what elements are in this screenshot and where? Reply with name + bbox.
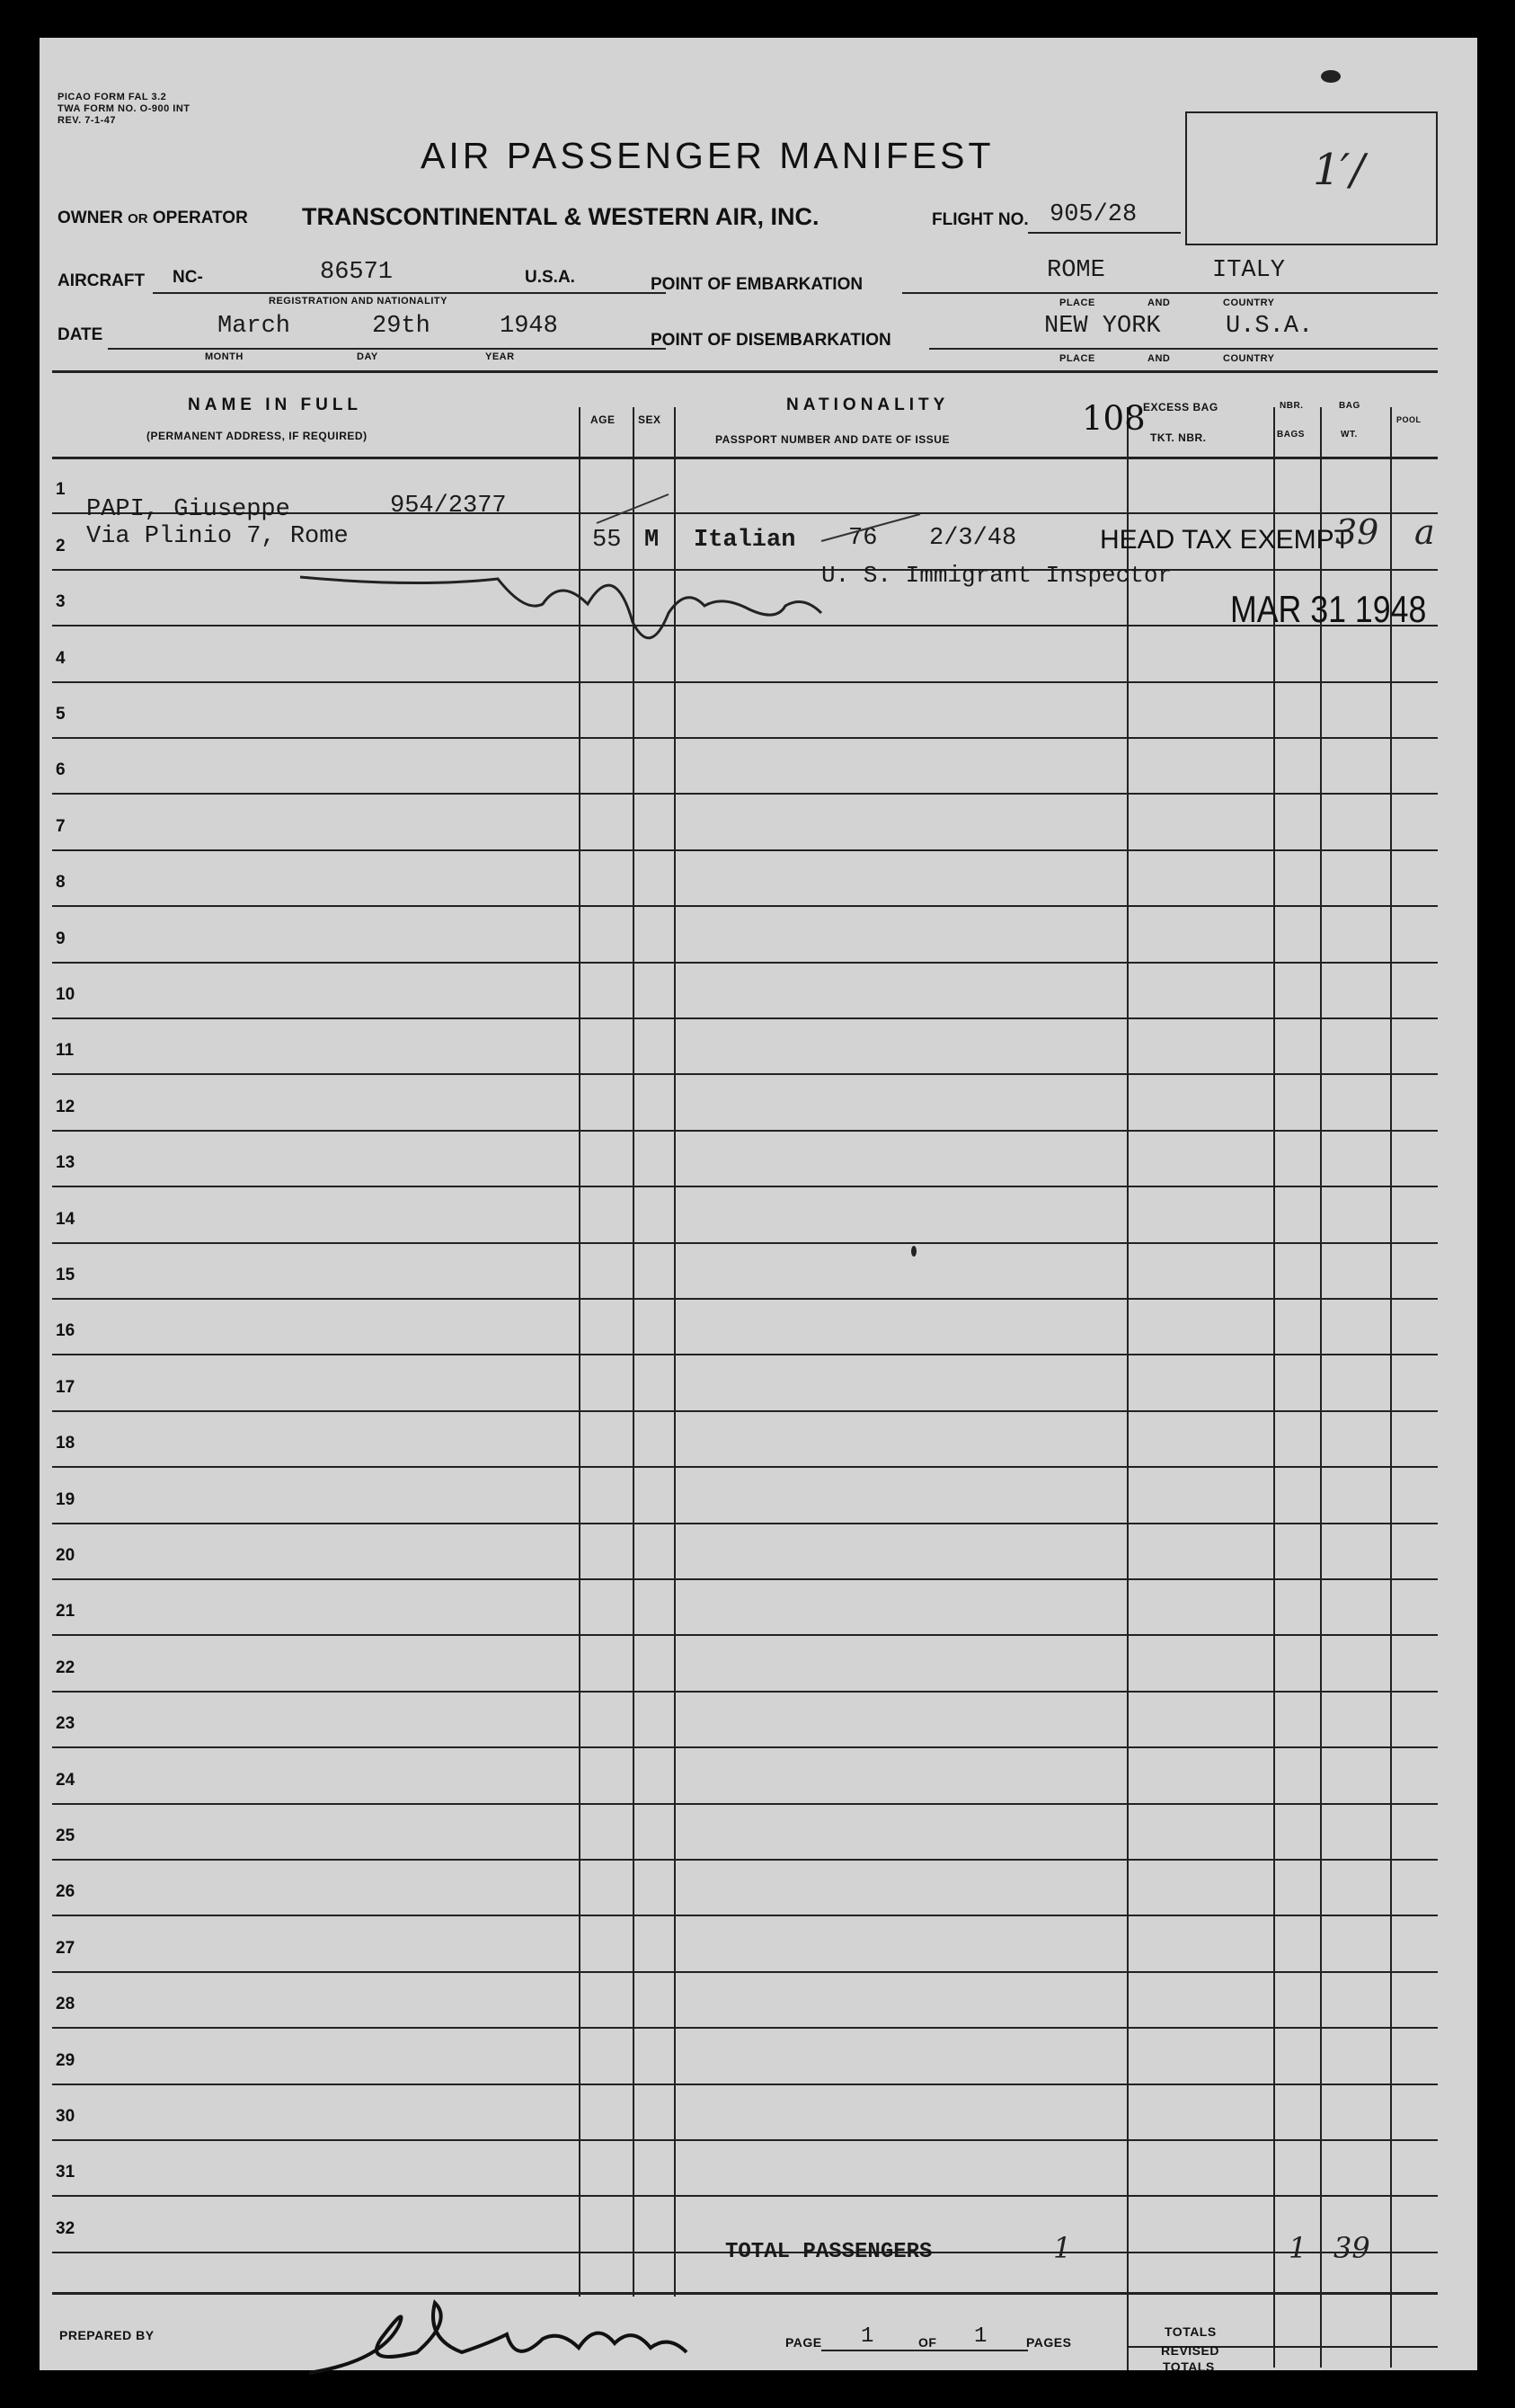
row-number: 32 bbox=[56, 2219, 75, 2238]
row-number: 20 bbox=[56, 1546, 75, 1565]
aircraft-label: AIRCRAFT bbox=[58, 271, 146, 290]
cap-year: YEAR bbox=[485, 351, 515, 362]
of-label: OF bbox=[918, 2335, 937, 2350]
row-number: 13 bbox=[56, 1153, 75, 1172]
speck-top-right bbox=[1321, 70, 1341, 83]
date-month: March bbox=[217, 313, 291, 340]
col-pool-header: POOL bbox=[1396, 415, 1422, 424]
row-number: 16 bbox=[56, 1321, 75, 1340]
date-year: 1948 bbox=[500, 313, 558, 340]
col-age-header: AGE bbox=[590, 413, 616, 426]
footer-top-border bbox=[52, 2292, 1438, 2295]
row-number: 4 bbox=[56, 649, 66, 668]
date-stamp: MAR 31 1948 bbox=[1230, 588, 1427, 630]
row-number: 19 bbox=[56, 1490, 75, 1509]
passenger-nationality: Italian bbox=[694, 527, 796, 554]
form-code-1: PICAO FORM FAL 3.2 bbox=[58, 92, 167, 102]
row-number: 27 bbox=[56, 1939, 75, 1958]
row-number: 29 bbox=[56, 2051, 75, 2070]
aircraft-prefix: NC- bbox=[173, 268, 203, 287]
inspector-stamp: U. S. Immigrant Inspector bbox=[821, 562, 1173, 589]
row-number: 18 bbox=[56, 1434, 75, 1453]
passenger-issue-date: 2/3/48 bbox=[929, 525, 1017, 552]
row-number: 15 bbox=[56, 1266, 75, 1284]
inspector-signature bbox=[300, 577, 821, 638]
page-title: AIR PASSENGER MANIFEST bbox=[421, 135, 995, 176]
row-number: 21 bbox=[56, 1602, 75, 1621]
pages-label: PAGES bbox=[1026, 2335, 1072, 2350]
owner-value: TRANSCONTINENTAL & WESTERN AIR, INC. bbox=[302, 203, 820, 230]
page-total: 1 bbox=[974, 2324, 988, 2349]
operator-word: OPERATOR bbox=[152, 209, 248, 227]
col-bag-header: BAG bbox=[1339, 401, 1360, 411]
embarkation-label: POINT OF EMBARKATION bbox=[651, 275, 864, 294]
row-number: 23 bbox=[56, 1714, 75, 1733]
col-name-sub: (PERMANENT ADDRESS, IF REQUIRED) bbox=[146, 430, 368, 442]
disembarkation-label: POINT OF DISEMBARKATION bbox=[651, 331, 891, 350]
flight-label: FLIGHT NO. bbox=[932, 210, 1029, 229]
row-number: 3 bbox=[56, 592, 66, 611]
page-underline bbox=[821, 2350, 1028, 2351]
total-weight-value: 39 bbox=[1333, 2231, 1370, 2265]
col-sex-header: SEX bbox=[638, 413, 661, 426]
revised-label: REVISED bbox=[1161, 2343, 1219, 2358]
col-bags-header: BAGS bbox=[1277, 430, 1305, 440]
col-nationality-header: NATIONALITY bbox=[786, 395, 950, 414]
passenger-ticket: 954/2377 bbox=[390, 493, 507, 520]
col-tkt-header: TKT. NBR. bbox=[1150, 431, 1207, 444]
col-wt-header: WT. bbox=[1341, 430, 1358, 440]
passenger-passport: 76 bbox=[848, 525, 878, 552]
aircraft-number: 86571 bbox=[320, 259, 394, 286]
emb-cap-and: AND bbox=[1147, 298, 1171, 308]
embarkation-place: ROME bbox=[1047, 257, 1105, 284]
header-number: 108 bbox=[1082, 399, 1146, 438]
passenger-sex: M bbox=[644, 527, 660, 554]
total-bags-value: 1 bbox=[1289, 2231, 1307, 2265]
date-label: DATE bbox=[58, 325, 103, 344]
row-number: 9 bbox=[56, 929, 66, 948]
check-mark bbox=[597, 494, 920, 541]
row-number: 12 bbox=[56, 1097, 75, 1116]
dis-cap-place: PLACE bbox=[1059, 353, 1095, 364]
row-number: 17 bbox=[56, 1378, 75, 1397]
passenger-pool: a bbox=[1414, 512, 1435, 552]
handwriting-svg bbox=[40, 38, 1477, 2370]
row-number: 30 bbox=[56, 2107, 75, 2126]
total-passengers-label: TOTAL PASSENGERS bbox=[725, 2240, 933, 2264]
row-number: 31 bbox=[56, 2163, 75, 2181]
row-number: 1 bbox=[56, 480, 66, 499]
embarkation-country: ITALY bbox=[1212, 257, 1286, 284]
row-number: 24 bbox=[56, 1771, 75, 1790]
col-excess-header: EXCESS BAG bbox=[1143, 401, 1218, 413]
total-passengers-value: 1 bbox=[1053, 2231, 1072, 2265]
dis-cap-and: AND bbox=[1147, 353, 1171, 364]
aircraft-caption: REGISTRATION AND NATIONALITY bbox=[269, 296, 447, 307]
row-number: 26 bbox=[56, 1882, 75, 1901]
box-annotation: 1′/ bbox=[1313, 145, 1365, 195]
passenger-address: Via Plinio 7, Rome bbox=[86, 523, 349, 550]
row-number: 28 bbox=[56, 1995, 75, 2013]
row-number: 22 bbox=[56, 1658, 75, 1677]
row-number: 8 bbox=[56, 873, 66, 892]
flight-value: 905/28 bbox=[1050, 201, 1138, 228]
totals-label: TOTALS bbox=[1165, 2324, 1217, 2339]
row-number: 14 bbox=[56, 1210, 75, 1229]
row-number: 10 bbox=[56, 985, 75, 1004]
form-code-3: REV. 7-1-47 bbox=[58, 115, 117, 126]
speck-middle bbox=[911, 1246, 917, 1257]
manifest-paper bbox=[40, 38, 1477, 2374]
page-number: 1 bbox=[861, 2324, 874, 2349]
preparer-signature bbox=[309, 2303, 687, 2373]
owner-word: OWNER bbox=[58, 209, 123, 227]
footer-divider bbox=[1127, 2292, 1129, 2370]
col-nationality-sub: PASSPORT NUMBER AND DATE OF ISSUE bbox=[715, 433, 950, 446]
row-number: 11 bbox=[56, 1041, 75, 1060]
disembarkation-country: U.S.A. bbox=[1226, 313, 1314, 340]
passenger-age: 55 bbox=[592, 527, 622, 554]
row-number: 2 bbox=[56, 537, 66, 555]
disembarkation-place: NEW YORK bbox=[1044, 313, 1161, 340]
col-name-header: NAME IN FULL bbox=[188, 395, 363, 414]
passenger-bag-wt: 39 bbox=[1335, 512, 1379, 552]
dis-cap-country: COUNTRY bbox=[1223, 353, 1275, 364]
prepared-by-label: PREPARED BY bbox=[59, 2328, 155, 2342]
row-number: 5 bbox=[56, 705, 66, 724]
cap-month: MONTH bbox=[205, 351, 244, 362]
aircraft-country: U.S.A. bbox=[525, 268, 575, 287]
row-number: 25 bbox=[56, 1826, 75, 1845]
emb-cap-country: COUNTRY bbox=[1223, 298, 1275, 308]
cap-day: DAY bbox=[357, 351, 378, 362]
row-number: 7 bbox=[56, 817, 66, 836]
emb-cap-place: PLACE bbox=[1059, 298, 1095, 308]
owner-or: OR bbox=[128, 211, 148, 227]
col-nbr-header: NBR. bbox=[1280, 401, 1304, 411]
passenger-name: PAPI, Giuseppe bbox=[86, 496, 290, 523]
page-label: PAGE bbox=[785, 2335, 822, 2350]
date-day: 29th bbox=[372, 313, 430, 340]
row-number: 6 bbox=[56, 760, 66, 779]
revised-sub-label: TOTALS bbox=[1163, 2359, 1215, 2374]
form-code-2: TWA FORM NO. O-900 INT bbox=[58, 103, 190, 114]
head-tax-stamp: HEAD TAX EXEMPT bbox=[1100, 525, 1351, 555]
